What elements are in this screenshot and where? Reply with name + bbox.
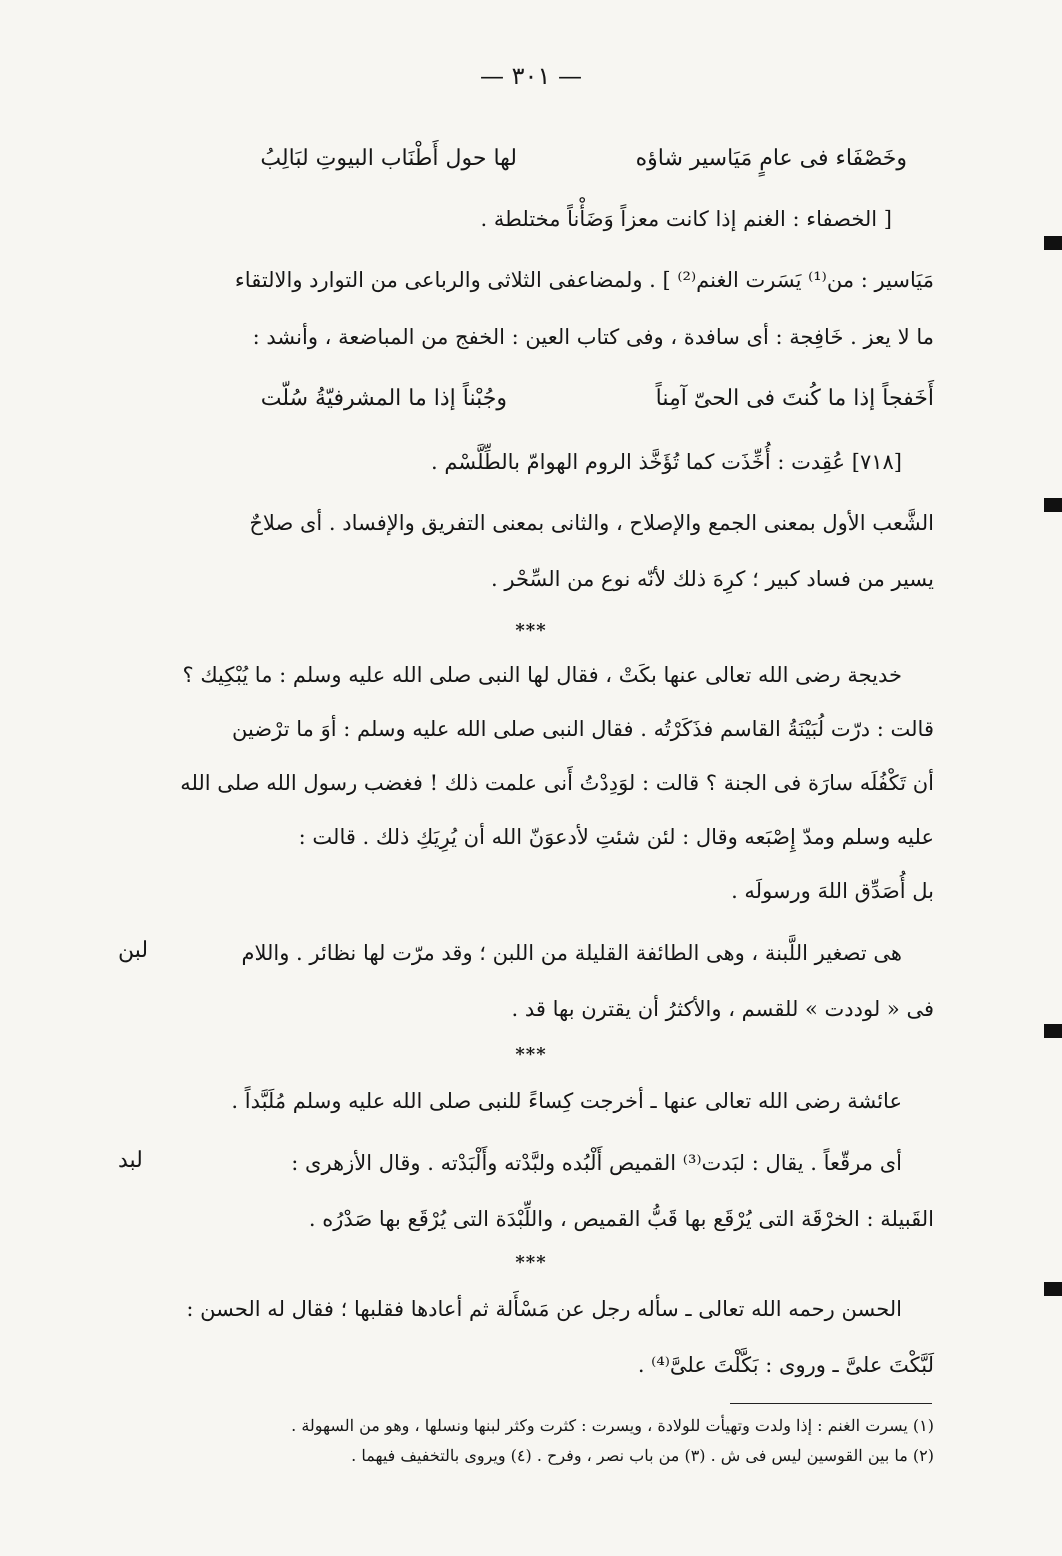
- margin-root-word: لبد: [118, 1148, 143, 1173]
- hadith-line: أن تَكْفُلَه سارَة فى الجنة ؟ قالت : لوَدِدْتُ أَنى علمت ذلك ! فغضب رسول الله صلى الله: [180, 771, 934, 795]
- entry-line: فى « لوددت » للقسم ، والأكثرُ أن يقترن بها قد .: [511, 997, 934, 1021]
- text-line: مَيَاسير : من⁽¹⁾ يَسَرت الغنم⁽²⁾ ] . ولمضاعفى الثلاثى والرباعى من التوارد والالتقاء: [234, 268, 934, 292]
- scan-edge-mark: [1044, 1282, 1062, 1296]
- hadith-line: قالت : درّت لُبَيْنَةُ القاسم فذَكَرْتُه . فقال النبى صلى الله عليه وسلم : أوَ ما ترْضين: [231, 717, 934, 741]
- text-line: الشَّعب الأول بمعنى الجمع والإصلاح ، والثانى بمعنى التفريق والإفساد . أى صلاحٌ: [249, 511, 934, 535]
- poem2-hemistich-left: وجُبْناً إذا ما المشرفيّةُ سُلّت: [260, 386, 507, 411]
- text-line: [٧١٨] عُقِدت : أُخِّذَت كما تُؤَخَّذ الروم الهوامّ بالطِّلَّسْم .: [431, 450, 902, 474]
- footnote: (٢) ما بين القوسين ليس فى ش . (٣) من باب نصر ، وفرح . (٤) ويروى بالتخفيف فيهما .: [351, 1446, 934, 1465]
- hadith-line: خديجة رضى الله تعالى عنها بكَتْ ، فقال لها النبى صلى الله عليه وسلم : ما يُبْكِيك ؟: [182, 663, 902, 687]
- scan-edge-mark: [1044, 498, 1062, 512]
- poem1-hemistich-left: لها حول أَطْنَاب البيوتِ لبَالِبُ: [260, 146, 517, 171]
- entry-line: هى تصغير اللَّبنة ، وهى الطائفة القليلة من اللبن ؛ وقد مرّت لها نظائر . واللام: [241, 941, 902, 965]
- footnote: (١) يسرت الغنم : إذا ولدت وتهيأت للولادة ، ويسرت : كثرت وكثر لبنها ونسلها ، وهو من السهولة .: [291, 1416, 934, 1435]
- margin-root-word: لبن: [118, 938, 149, 963]
- text-line: يسير من فساد كبير ؛ كرِهَ ذلك لأنّه نوع من السِّحْر .: [491, 567, 934, 591]
- hadith-line: بل أُصَدِّق اللهَ ورسولَه .: [731, 879, 934, 903]
- poem2-hemistich-right: أَخَفجاً إذا ما كُنتَ فى الحىّ آمِناً: [655, 386, 934, 411]
- section-separator: ***: [515, 1252, 547, 1273]
- section-separator: ***: [515, 620, 547, 641]
- poem1-hemistich-right: وخَصْفَاء فى عامٍ مَيَاسير شاؤه: [635, 146, 907, 171]
- scan-edge-mark: [1044, 236, 1062, 250]
- page-number: — ٣٠١ —: [480, 62, 582, 90]
- entry-line: أى مرقّعاً . يقال : لبَدت⁽³⁾ القميص أَلْبُده ولبَّدْته وأَلْبَدْته . وقال الأزهرى :: [291, 1151, 902, 1175]
- text-line: [ الخصفاء : الغنم إذا كانت معزاً وَضَأْناً مختلطة .: [480, 207, 892, 231]
- hadith-line: عليه وسلم ومدّ إِصْبَعه وقال : لئن شئتِ لأدعوَنّ الله أن يُرِيَكِ ذلك . قالت :: [298, 825, 934, 849]
- entry-line: القَبيلة : الخرْقَة التى يُرْقَع بها قَبُّ القميص ، واللِّبْدَة التى يُرْقَع بها صَدْرُه .: [308, 1207, 934, 1231]
- text-line: ما لا يعز . خَافِجة : أى سافدة ، وفى كتاب العين : الخفج من المباضعة ، وأنشد :: [252, 325, 934, 349]
- hadith-line: عائشة رضى الله تعالى عنها ـ أخرجت كِساءً للنبى صلى الله عليه وسلم مُلَبَّداً .: [231, 1089, 902, 1113]
- scan-edge-mark: [1044, 1024, 1062, 1038]
- section-separator: ***: [515, 1044, 547, 1065]
- hadith-line: لَبَّكْتَ علىَّ ـ وروى : بَكَّلْتَ علىَّ⁽⁴⁾ .: [637, 1353, 934, 1377]
- hadith-line: الحسن رحمه الله تعالى ـ سأله رجل عن مَسْأَلة ثم أعادها فقلبها ؛ فقال له الحسن :: [186, 1297, 902, 1321]
- footnote-rule: [730, 1403, 932, 1404]
